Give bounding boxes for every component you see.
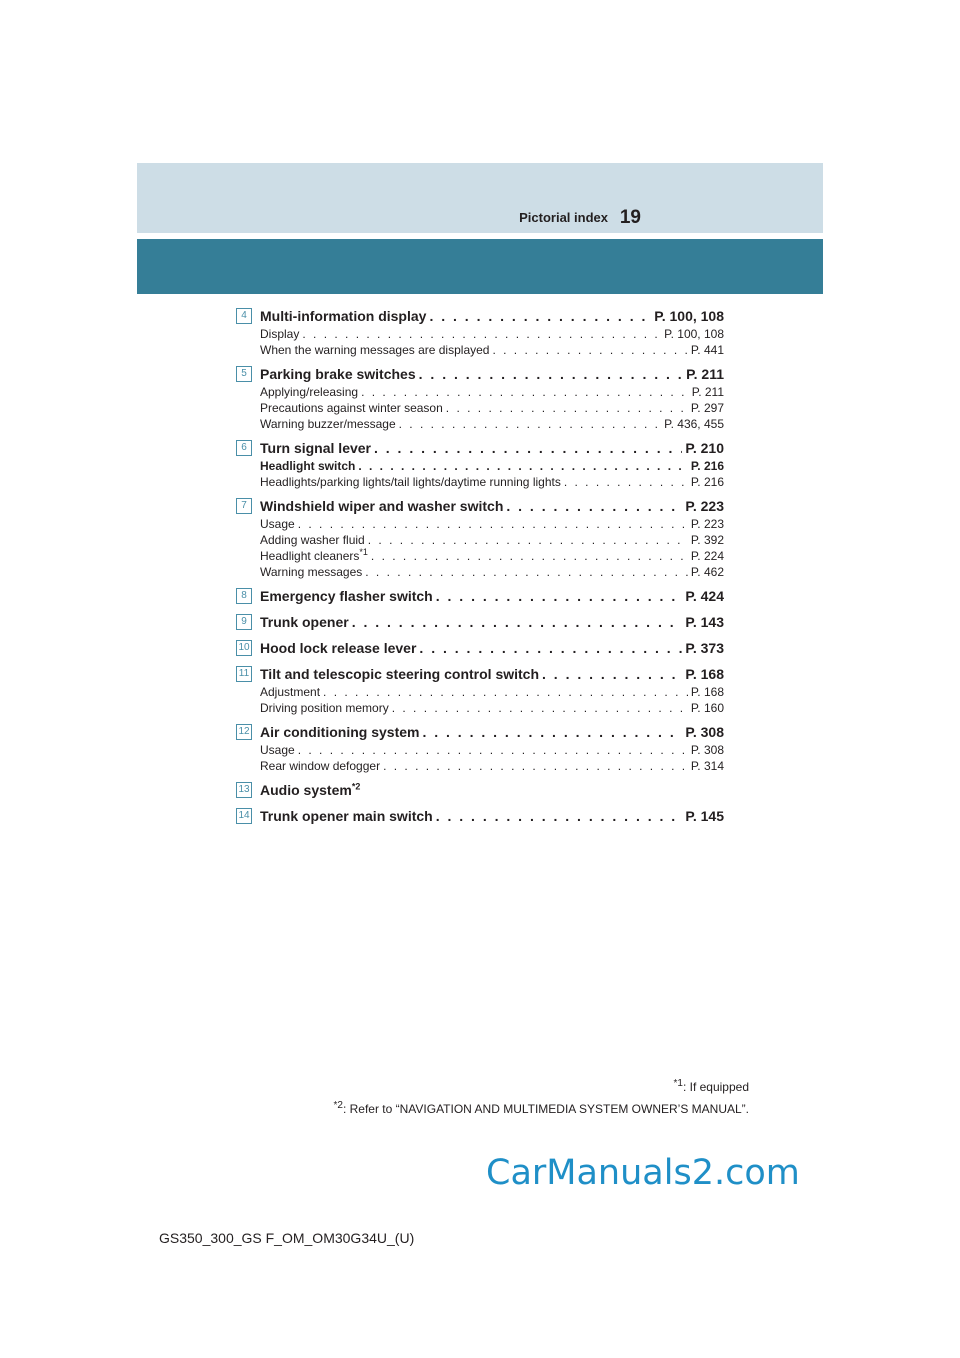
- page-reference[interactable]: P. 145: [685, 808, 724, 824]
- entry-heading: [260, 586, 724, 606]
- entry-label: Adjustment: [260, 685, 321, 699]
- entry-subitem: [260, 742, 724, 758]
- page-reference[interactable]: P. 441: [690, 343, 724, 357]
- entry-label: Warning messages: [260, 565, 363, 579]
- entry-label: Multi-information display: [260, 308, 427, 324]
- leader-dots: [368, 532, 688, 548]
- index-entry: [236, 496, 724, 580]
- entry-label: Trunk opener main switch: [260, 808, 433, 824]
- footnotes: [333, 1076, 749, 1120]
- leader-dots: [323, 684, 688, 700]
- entry-label: Tilt and telescopic steering control switch: [260, 666, 540, 682]
- leader-dots: [436, 806, 683, 826]
- entry-label: Audio system$^{*2}$: [260, 781, 361, 798]
- entry-label: When the warning messages are displayed: [260, 343, 490, 357]
- leader-dots: [542, 664, 682, 684]
- leader-dots: [419, 364, 683, 384]
- page-reference[interactable]: P. 392: [690, 533, 724, 547]
- entry-subitem: [260, 326, 724, 342]
- leader-dots: [399, 416, 662, 432]
- leader-dots: [492, 342, 687, 358]
- header-bar: [137, 239, 823, 294]
- entry-label: Usage: [260, 517, 295, 531]
- entry-heading: [260, 780, 724, 800]
- entry-label: Rear window defogger: [260, 759, 381, 773]
- entry-heading: [260, 722, 724, 742]
- item-number-badge: 8: [236, 588, 252, 604]
- entry-heading: [260, 438, 724, 458]
- page-reference[interactable]: P. 223: [685, 498, 724, 514]
- index-entry: [236, 638, 724, 658]
- entry-heading: [260, 664, 724, 684]
- leader-dots: [392, 700, 688, 716]
- index-entry: [236, 664, 724, 716]
- entry-subitem: [260, 400, 724, 416]
- entry-subitem: [260, 758, 724, 774]
- entry-label: Air conditioning system: [260, 724, 420, 740]
- page-reference[interactable]: P. 211: [686, 366, 724, 382]
- index-entry: [236, 806, 724, 826]
- entry-label: Hood lock release lever: [260, 640, 417, 656]
- entry-label: Warning buzzer/message: [260, 417, 396, 431]
- entry-label: Emergency flasher switch: [260, 588, 433, 604]
- entry-subitem: [260, 516, 724, 532]
- entry-subitem: [260, 458, 724, 474]
- page-reference[interactable]: P. 297: [690, 401, 724, 415]
- entry-subitem: [260, 532, 724, 548]
- page-reference[interactable]: P. 223: [690, 517, 724, 531]
- entry-heading: [260, 306, 724, 326]
- page-reference[interactable]: P. 160: [690, 701, 724, 715]
- item-number-badge: 12: [236, 724, 252, 740]
- page-reference[interactable]: P. 424: [685, 588, 724, 604]
- page-reference[interactable]: P. 436, 455: [664, 417, 724, 431]
- page-reference[interactable]: P. 308: [690, 743, 724, 757]
- entry-label: Applying/releasing: [260, 385, 359, 399]
- leader-dots: [429, 306, 651, 326]
- leader-dots: [419, 638, 682, 658]
- entry-label: Headlight cleaners$^{*1}$: [260, 548, 368, 563]
- page-reference[interactable]: P. 100, 108: [664, 327, 724, 341]
- page-reference[interactable]: P. 224: [690, 549, 724, 563]
- leader-dots: [564, 474, 688, 490]
- page-reference[interactable]: P. 211: [691, 385, 724, 399]
- document-id: GS350_300_GS F_OM_OM30G34U_(U): [159, 1230, 415, 1246]
- item-number-badge: 5: [236, 366, 252, 382]
- item-number-badge: 4: [236, 308, 252, 324]
- page-number: 19: [619, 207, 641, 228]
- entry-subitem: [260, 416, 724, 432]
- leader-dots: [383, 758, 688, 774]
- entry-subitem: [260, 384, 724, 400]
- item-number-badge: 13: [236, 782, 252, 798]
- leader-dots: [506, 496, 682, 516]
- leader-dots: [446, 400, 688, 416]
- index-entry: [236, 306, 724, 358]
- entry-label: Usage: [260, 743, 295, 757]
- entry-label: Headlight switch: [260, 459, 356, 473]
- entry-heading: [260, 496, 724, 516]
- leader-dots: [352, 612, 683, 632]
- footnote-mark: *2: [351, 781, 361, 792]
- leader-dots: [436, 586, 683, 606]
- entry-heading: [260, 364, 724, 384]
- item-number-badge: 10: [236, 640, 252, 656]
- footnote-2: $^{*2}$: Refer to “NAVIGATION AND MULTIMEDIA SYSTEM OWNER’S MANUAL”.: [333, 1100, 749, 1116]
- entry-label: Turn signal lever: [260, 440, 371, 456]
- leader-dots: [374, 438, 682, 458]
- page-reference[interactable]: P. 314: [690, 759, 724, 773]
- watermark: CarManuals2.com: [486, 1153, 800, 1193]
- entry-subitem: [260, 684, 724, 700]
- index-list: [236, 306, 724, 832]
- index-entry: [236, 586, 724, 606]
- index-entry: [236, 438, 724, 490]
- entry-heading: [260, 612, 724, 632]
- item-number-badge: 9: [236, 614, 252, 630]
- entry-label: Driving position memory: [260, 701, 389, 715]
- index-entry: [236, 780, 724, 800]
- page-reference[interactable]: P. 308: [685, 724, 724, 740]
- page-reference[interactable]: P. 216: [690, 459, 724, 473]
- entry-subitem: [260, 548, 724, 564]
- leader-dots: [422, 722, 682, 742]
- entry-subitem: [260, 474, 724, 490]
- header-band: [137, 163, 823, 233]
- section-title: Pictorial index: [519, 210, 608, 225]
- entry-label: Display: [260, 327, 300, 341]
- leader-dots: [358, 458, 688, 474]
- page-reference[interactable]: P. 373: [685, 640, 724, 656]
- leader-dots: [365, 564, 688, 580]
- leader-dots: [298, 516, 688, 532]
- entry-subitem: [260, 700, 724, 716]
- entry-label: Parking brake switches: [260, 366, 416, 382]
- entry-heading: [260, 638, 724, 658]
- page-reference[interactable]: P. 216: [690, 475, 724, 489]
- entry-heading: [260, 806, 724, 826]
- item-number-badge: 14: [236, 808, 252, 824]
- item-number-badge: 7: [236, 498, 252, 514]
- page-reference[interactable]: P. 100, 108: [654, 308, 724, 324]
- leader-dots: [302, 326, 661, 342]
- entry-subitem: [260, 564, 724, 580]
- entry-label: Trunk opener: [260, 614, 349, 630]
- entry-label: Precautions against winter season: [260, 401, 443, 415]
- page-reference[interactable]: P. 143: [685, 614, 724, 630]
- page-reference[interactable]: P. 210: [685, 440, 724, 456]
- footnote-mark: *1: [359, 548, 368, 557]
- leader-dots: [298, 742, 688, 758]
- index-entry: [236, 364, 724, 432]
- entry-subitem: [260, 342, 724, 358]
- page-reference[interactable]: P. 168: [690, 685, 724, 699]
- index-entry: [236, 722, 724, 774]
- page-reference[interactable]: P. 462: [690, 565, 724, 579]
- leader-dots: [361, 384, 689, 400]
- entry-label: Headlights/parking lights/tail lights/daytime running lights: [260, 475, 561, 489]
- item-number-badge: 6: [236, 440, 252, 456]
- footnote-1: $^{*1}$: If equipped: [673, 1078, 749, 1094]
- leader-dots: [371, 548, 688, 564]
- index-entry: [236, 612, 724, 632]
- entry-label: Adding washer fluid: [260, 533, 365, 547]
- item-number-badge: 11: [236, 666, 252, 682]
- page-reference[interactable]: P. 168: [685, 666, 724, 682]
- entry-label: Windshield wiper and washer switch: [260, 498, 504, 514]
